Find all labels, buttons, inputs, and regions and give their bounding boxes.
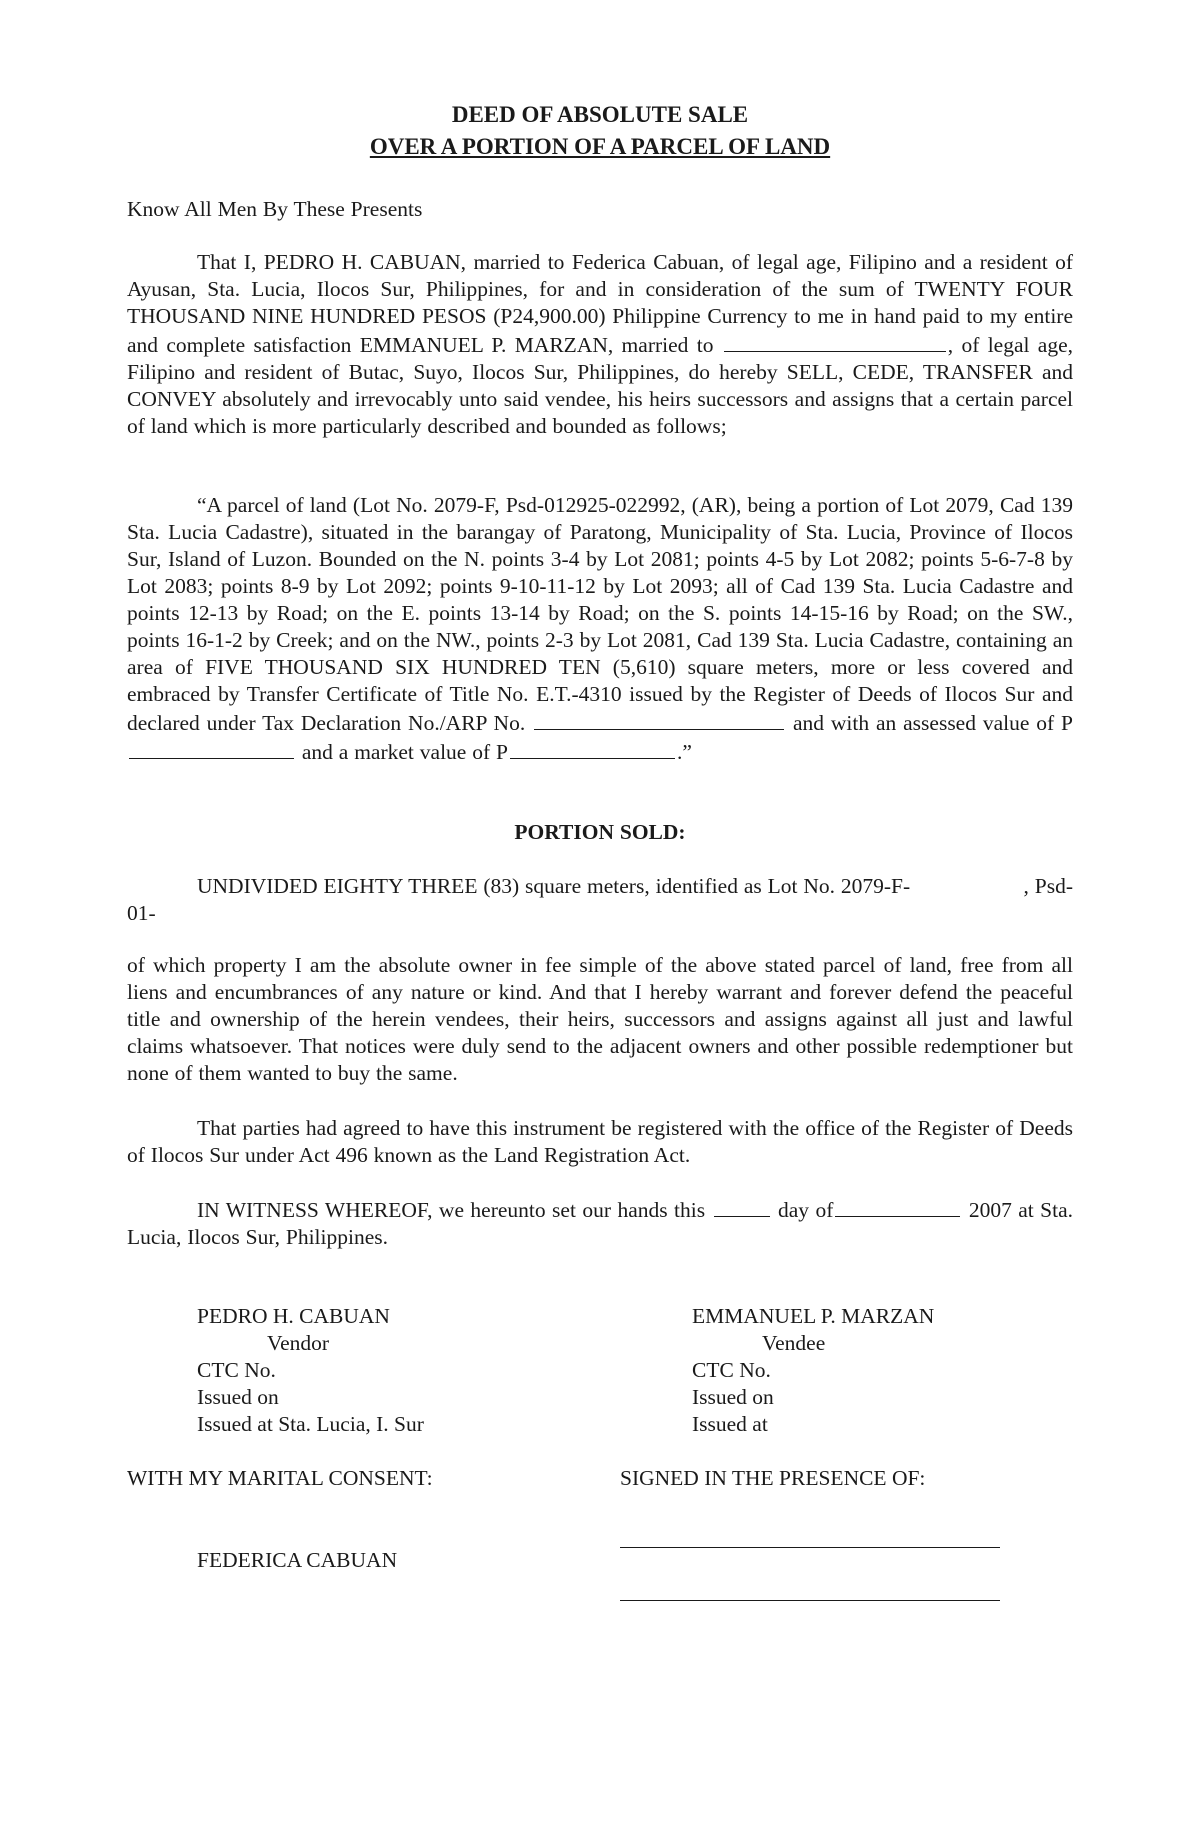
- paragraph-witness: [127, 1195, 1073, 1251]
- land-description-text-c: and a market value of P: [301, 740, 508, 764]
- paragraph-consideration-text-b: , of legal age, Filipino and resident of Butac, Suyo, Ilocos Sur, Philippines, do hereby SELL, CEDE, TRANSFER and CONVEY absolutely and irrevocably unto said vendee, his heirs successors and assigns that a certain parcel of land which is more particularly described and bounded as follows;: [127, 333, 1074, 438]
- signed-presence-label: SIGNED IN THE PRESENCE OF:: [620, 1466, 926, 1490]
- day-blank: [714, 1195, 770, 1217]
- tax-declaration-blank: [534, 708, 784, 730]
- portion-sold-line2: 01-: [127, 901, 156, 925]
- land-description-text-b: and with an assessed value of P: [792, 711, 1074, 735]
- paragraph-registration: That parties had agreed to have this instrument be registered with the office of the Register of Deeds of Ilocos Sur under Act 496 known as the Land Registration Act.: [127, 1116, 1073, 1167]
- vendee-role: Vendee: [762, 1331, 826, 1355]
- vendor-name: PEDRO H. CABUAN: [197, 1304, 390, 1328]
- marital-consent-label: WITH MY MARITAL CONSENT:: [127, 1466, 433, 1490]
- witness-text-a: IN WITNESS WHEREOF, we hereunto set our hands this: [197, 1198, 706, 1222]
- portion-sold-line1: UNDIVIDED EIGHTY THREE (83) square meters, identified as Lot No. 2079-F-: [197, 874, 911, 898]
- month-blank: [835, 1195, 960, 1217]
- market-value-blank: [510, 737, 675, 759]
- vendee-issued-at: Issued at: [692, 1412, 768, 1436]
- paragraph-consideration: [127, 249, 1073, 440]
- spouse-name-blank: [724, 330, 946, 352]
- witness-text-c: 2007 at Sta. Lucia, Ilocos Sur, Philippines.: [127, 1198, 1074, 1249]
- spouse-name: FEDERICA CABUAN: [197, 1548, 398, 1572]
- vendor-signature-block: [197, 1303, 424, 1438]
- witness-signature-line-2: [620, 1600, 1000, 1601]
- vendee-ctc: CTC No.: [692, 1358, 771, 1382]
- vendee-issued-on: Issued on: [692, 1385, 774, 1409]
- witness-signature-line-1: [620, 1547, 1000, 1548]
- witness-text-b: day of: [777, 1198, 834, 1222]
- land-description-text-a: “A parcel of land (Lot No. 2079-F, Psd-012925-022992, (AR), being a portion of Lot 2079, Cad 139 Sta. Lucia Cadastre), situated in the barangay of Paratong, Municipality of Sta. Lucia, Province of Ilocos Sur, Island of Luzon. Bounded on the N. points 3-4 by Lot 2081; points 4-5 by Lot 2082; points 5-6-7-8 by Lot 2083; points 8-9 by Lot 2092; points 9-10-11-12 by Lot 2093; all of Cad 139 Sta. Lucia Cadastre and points 12-13 by Road; on the E. points 13-14 by Road; on the S. points 14-15-16 by Road; on the SW., points 16-1-2 by Creek; and on the NW., points 2-3 by Lot 2081, Cad 139 Sta. Lucia Cadastre, containing an area of FIVE THOUSAND SIX HUNDRED TEN (5,610) square meters, more or less covered and embraced by Transfer Certificate of Title No. E.T.-4310 issued by the Register of Deeds of Ilocos Sur and declared under Tax Declaration No./ARP No.: [127, 493, 1073, 735]
- vendor-issued-at: Issued at Sta. Lucia, I. Sur: [197, 1412, 424, 1436]
- vendor-ctc: CTC No.: [197, 1358, 276, 1382]
- vendee-name: EMMANUEL P. MARZAN: [692, 1304, 935, 1328]
- vendee-signature-block: [692, 1303, 934, 1438]
- land-description-text-d: .”: [676, 740, 692, 764]
- vendor-issued-on: Issued on: [197, 1385, 279, 1409]
- portion-sold-description: [127, 873, 1073, 927]
- salutation: Know All Men By These Presents: [127, 197, 423, 221]
- paragraph-ownership: of which property I am the absolute owner in fee simple of the above stated parcel of land, free from all liens and encumbrances of any nature or kind. And that I hereby warrant and forever defend the peaceful title and ownership of the herein vendees, their heirs, successors and assigns against all just and lawful claims whatsoever. That notices were duly send to the adjacent owners and other possible redemptioner but none of them wanted to buy the same.: [127, 953, 1073, 1085]
- assessed-value-blank: [129, 737, 294, 759]
- portion-sold-heading: PORTION SOLD:: [514, 820, 686, 844]
- document-title: DEED OF ABSOLUTE SALE: [451, 102, 749, 127]
- paragraph-consideration-text-a: That I, PEDRO H. CABUAN, married to Federica Cabuan, of legal age, Filipino and a resident of Ayusan, Sta. Lucia, Ilocos Sur, Philippines, for and in consideration of the sum of TWENTY FOUR THOUSAND NINE HUNDRED PESOS (P24,900.00) Philippine Currency to me in hand paid to my entire and complete satisfaction EMMANUEL P. MARZAN, married to: [127, 250, 1073, 357]
- document-subtitle: OVER A PORTION OF A PARCEL OF LAND: [369, 134, 831, 159]
- paragraph-land-description: [127, 492, 1073, 766]
- portion-sold-line1-end: , Psd-: [1023, 874, 1073, 898]
- vendor-role: Vendor: [267, 1331, 330, 1355]
